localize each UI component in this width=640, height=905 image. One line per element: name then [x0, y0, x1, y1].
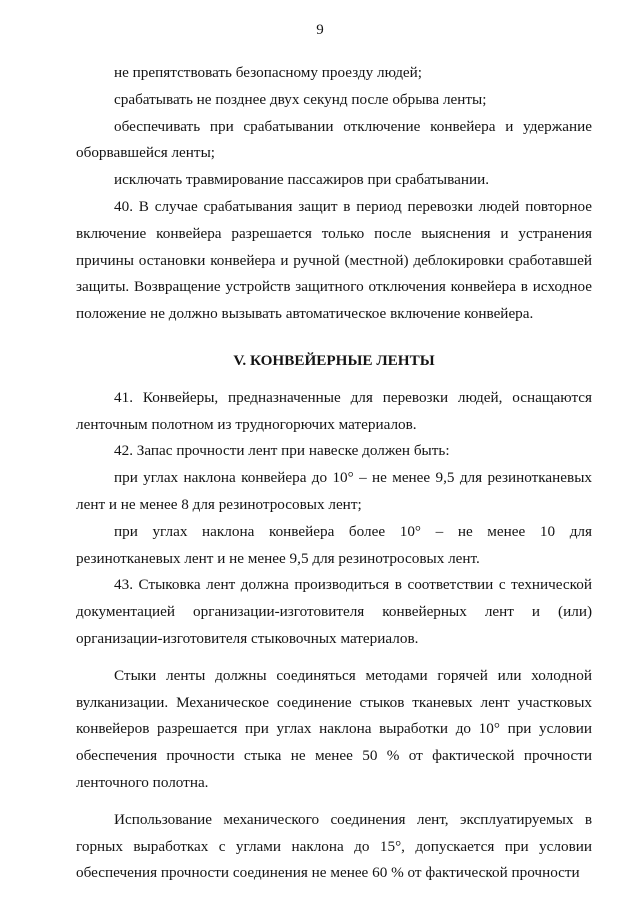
- list-item: не препятствовать безопасному проезду людей;: [114, 64, 423, 81]
- list-item: обеспечивать при срабатывании отключение конвейера и удержание оборвавшейся ленты;: [76, 117, 592, 162]
- paragraph: Стыки ленты должны соединяться методами горячей или холодной вулканизации. Механическое соединение стыков тканевых лент участковых конвейеров разрешается при углах наклона выработки до 10° при условии обеспечения прочности стыка не менее 50 % от фактической прочности ленточного полотна.: [76, 666, 592, 791]
- document-body: [76, 60, 592, 887]
- section-heading: V. КОНВЕЙЕРНЫЕ ЛЕНТЫ: [233, 351, 435, 369]
- clause-42: 42. Запас прочности лент при навеске должен быть:: [114, 442, 450, 460]
- list-item: исключать травмирование пассажиров при срабатывании.: [114, 171, 490, 189]
- clause-41: 41. Конвейеры, предназначенные для перевозки людей, оснащаются ленточным полотном из трудногорючих материалов.: [76, 388, 592, 433]
- paragraph: Использование механического соединения лент, эксплуатируемых в горных выработках с углами наклона до 15°, допускается при условии обеспечения прочности соединения не менее 60 % от фактической прочности: [76, 810, 592, 882]
- page-number: 9: [316, 22, 324, 38]
- list-item: срабатывать не позднее двух секунд после обрыва ленты;: [114, 90, 487, 108]
- clause-43: 43. Стыковка лент должна производиться в соответствии с технической документацией организации-изготовителя конвейерных лент и (или) организации-изготовителя стыковочных материалов.: [76, 576, 592, 647]
- clause-40: 40. В случае срабатывания защит в период перевозки людей повторное включение конвейера разрешается только после выяснения и устранения причины остановки конвейера и ручной (местной) деблокировки сработавшей защиты. Возвращение устройств защитного отключения конвейера в исходное положение не должно вызывать автоматическое включение конвейера.: [76, 197, 592, 323]
- list-item: при углах наклона конвейера более 10° – не менее 10 для резинотканевых лент и не менее 9,5 для резинотросовых лент.: [76, 522, 592, 567]
- list-item: при углах наклона конвейера до 10° – не менее 9,5 для резинотканевых лент и не менее 8 для резинотросовых лент;: [76, 469, 592, 513]
